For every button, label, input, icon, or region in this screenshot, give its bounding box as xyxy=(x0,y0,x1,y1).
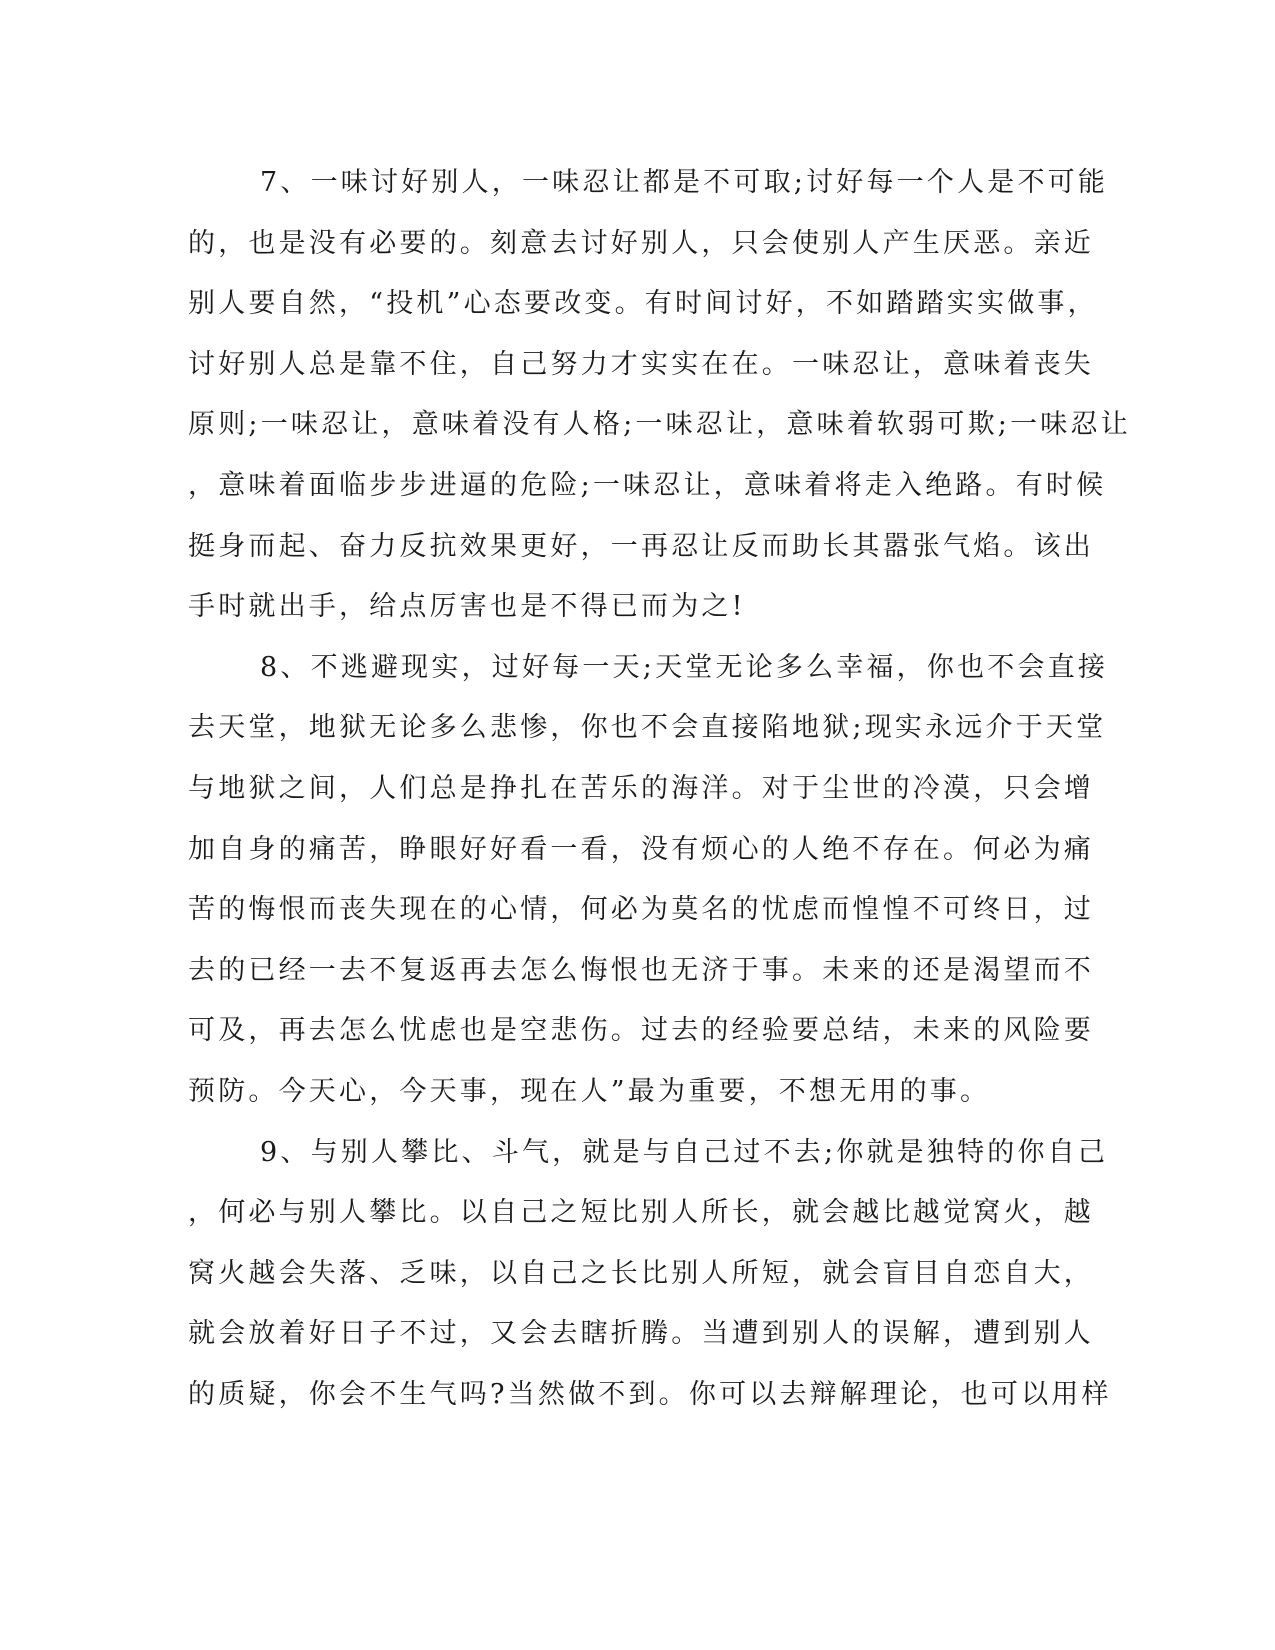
text-line: 就会放着好日子不过，又会去瞎折腾。当遭到别人的误解，遭到别人 xyxy=(188,1318,1094,1350)
paragraph-8 xyxy=(188,638,1109,1123)
text-line: 的质疑，你会不生气吗?当然做不到。你可以去辩解理论，也可以用样 xyxy=(188,1378,1112,1410)
text-line: 与地狱之间，人们总是挣扎在苦乐的海洋。对于尘世的冷漠，只会增 xyxy=(188,772,1094,804)
text-line: 可及，再去怎么忧虑也是空悲伤。过去的经验要总结，未来的风险要 xyxy=(188,1015,1094,1047)
text-line: 苦的悔恨而丧失现在的心情，何必为莫名的忧虑而惶惶不可终日，过 xyxy=(188,894,1094,926)
text-line: 挺身而起、奋力反抗效果更好，一再忍让反而助长其嚣张气焰。该出 xyxy=(188,530,1094,562)
text-line: 预防。今天心，今天事，现在人”最为重要，不想无用的事。 xyxy=(188,1075,991,1107)
text-line: ，何必与别人攀比。以自己之短比别人所长，就会越比越觉窝火，越 xyxy=(188,1197,1094,1229)
text-line: 加自身的痛苦，睁眼好好看一看，没有烦心的人绝不存在。何必为痛 xyxy=(188,833,1094,865)
paragraph-9 xyxy=(188,1123,1112,1426)
text-line: 手时就出手，给点厉害也是不得已而为之! xyxy=(188,591,746,623)
text-line: 别人要自然，“投机”心态要改变。有时间讨好，不如踏踏实实做事， xyxy=(188,288,1098,320)
text-line: 去的已经一去不复返再去怎么悔恨也无济于事。未来的还是渴望而不 xyxy=(188,954,1094,986)
paragraph-7 xyxy=(188,153,1131,638)
text-line: 8、不逃避现实，过好每一天;天堂无论多么幸福，你也不会直接 xyxy=(260,651,1109,683)
text-line: 原则;一味忍让，意味着没有人格;一味忍让，意味着软弱可欺;一味忍让 xyxy=(188,409,1131,441)
text-line: 讨好别人总是靠不住，自己努力才实实在在。一味忍让，意味着丧失 xyxy=(188,348,1094,380)
text-line: 去天堂，地狱无论多么悲惨，你也不会直接陷地狱;现实永远介于天堂 xyxy=(188,712,1107,744)
text-line: 窝火越会失落、乏味，以自己之长比别人所短，就会盲目自恋自大， xyxy=(188,1257,1094,1289)
text-line: ，意味着面临步步进逼的危险;一味忍让，意味着将走入绝路。有时候 xyxy=(188,469,1107,501)
body-text xyxy=(188,153,1131,1425)
text-line: 9、与别人攀比、斗气，就是与自己过不去;你就是独特的你自己 xyxy=(260,1136,1109,1168)
text-line: 7、一味讨好别人，一味忍让都是不可取;讨好每一个人是不可能 xyxy=(260,167,1109,198)
text-line: 的，也是没有必要的。刻意去讨好别人，只会使别人产生厌恶。亲近 xyxy=(188,227,1094,259)
